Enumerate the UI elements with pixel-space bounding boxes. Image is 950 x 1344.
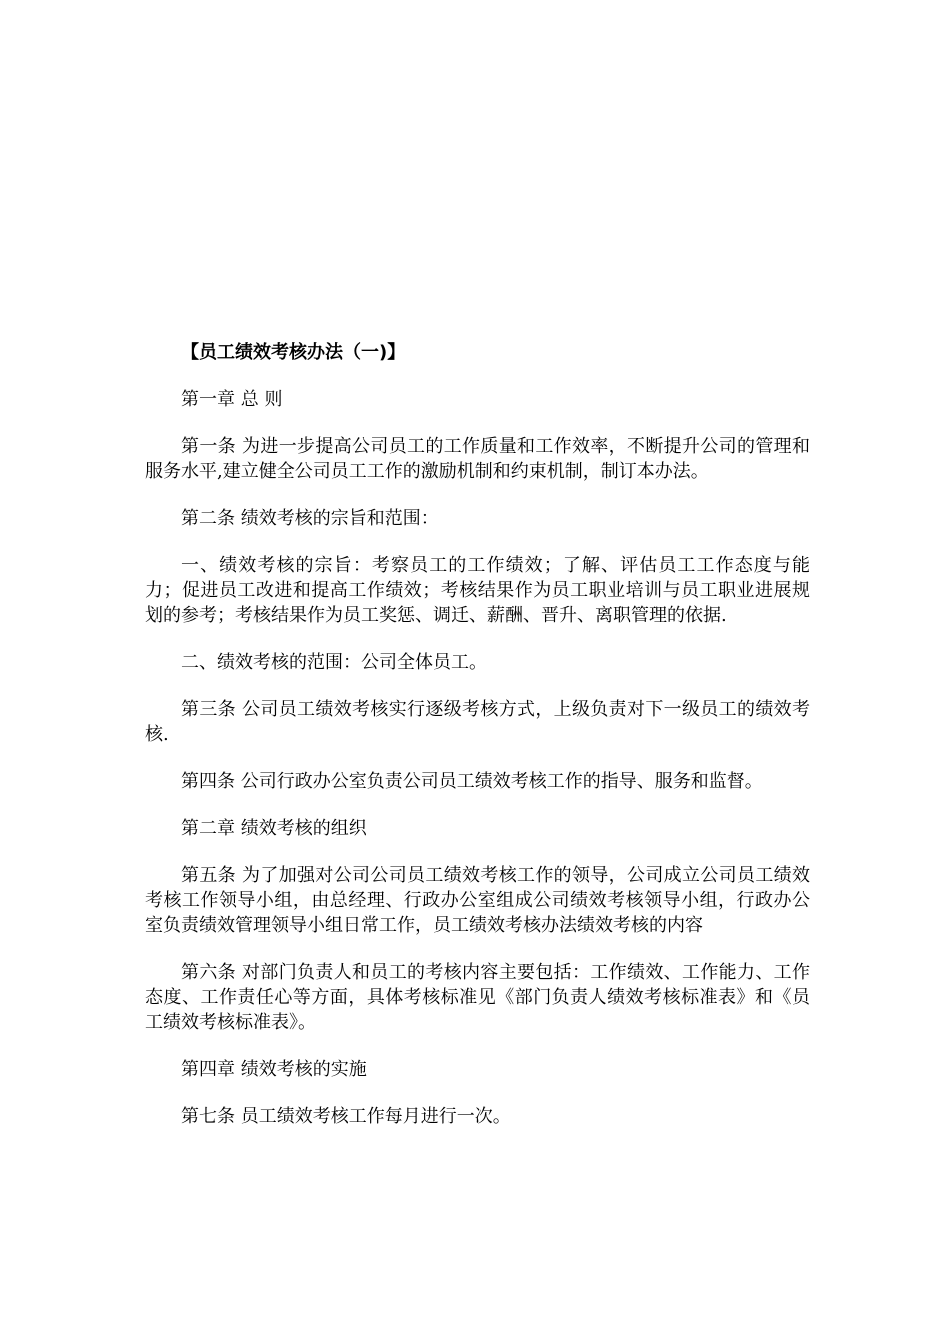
article-1: 第一条 为进一步提高公司员工的工作质量和工作效率，不断提升公司的管理和服务水平,建立健全公司员工工作的激励机制和约束机制，制订本办法。 [145, 436, 810, 482]
chapter-4-heading: 第四章 绩效考核的实施 [181, 1059, 367, 1080]
chapter-1-heading: 第一章 总 则 [181, 389, 283, 410]
document-page [145, 340, 810, 1151]
document-title: 【员工绩效考核办法（一)】 [181, 342, 406, 363]
article-5: 第五条 为了加强对公司公司员工绩效考核工作的领导，公司成立公司员工绩效考核工作领导小组，由总经理、行政办公室组成公司绩效考核领导小组，行政办公室负责绩效管理领导小组日常工作，员工绩效考核办法绩效考核的内容 [145, 865, 810, 936]
article-6: 第六条 对部门负责人和员工的考核内容主要包括：工作绩效、工作能力、工作态度、工作责任心等方面，具体考核标准见《部门负责人绩效考核标准表》和《员工绩效考核标准表》。 [145, 962, 810, 1033]
article-2: 第二条 绩效考核的宗旨和范围： [181, 508, 439, 529]
article-7: 第七条 员工绩效考核工作每月进行一次。 [181, 1106, 511, 1127]
article-4: 第四条 公司行政办公室负责公司员工绩效考核工作的指导、服务和监督。 [181, 771, 763, 792]
article-2-item-1: 一、绩效考核的宗旨：考察员工的工作绩效；了解、评估员工工作态度与能力；促进员工改进和提高工作绩效；考核结果作为员工职业培训与员工职业进展规划的参考；考核结果作为员工奖惩、调迁、薪酬、晋升、离职管理的依据. [145, 555, 810, 626]
article-2-item-2: 二、绩效考核的范围：公司全体员工。 [181, 652, 487, 673]
article-3: 第三条 公司员工绩效考核实行逐级考核方式，上级负责对下一级员工的绩效考核. [145, 699, 810, 745]
chapter-2-heading: 第二章 绩效考核的组织 [181, 818, 367, 839]
